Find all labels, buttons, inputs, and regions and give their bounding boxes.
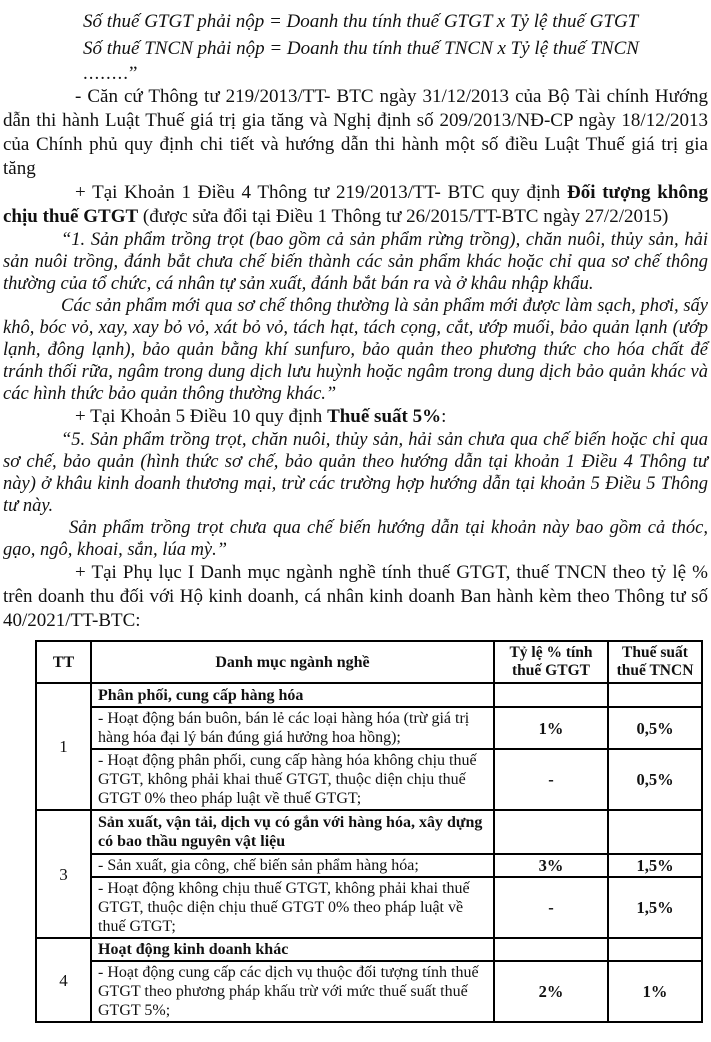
row-gtgt-rate: 3% [494,854,608,877]
row-tncn-rate: 0,5% [608,707,702,749]
group3-tt: 3 [36,810,91,938]
row-label: - Hoạt động cung cấp các dịch vụ thuộc đối tượng tính thuế GTGT theo phương pháp khấu trừ với mức thuế suất thuế GTGT 5%; [91,961,494,1022]
khoan1-suffix: (được sửa đổi tại Điều 1 Thông tư 26/2015/TT-BTC ngày 27/2/2015) [138,206,669,227]
paragraph-khoan-5-dieu-10 [3,405,708,429]
row-gtgt-rate: - [494,749,608,810]
row-label: - Sản xuất, gia công, chế biến sản phẩm hàng hóa; [91,854,494,877]
tax-rate-table [35,640,703,1023]
header-thue-suat-tncn: Thuế suất thuế TNCN [608,641,702,683]
table-row [36,854,702,877]
table-row [36,810,702,854]
khoan5-suffix: : [441,406,447,427]
quote-thue-suat-5: “5. Sản phẩm trồng trọt, chăn nuôi, thủy sản, hải sản chưa qua chế biến hoặc chỉ qua sơ chế, bảo quản (hình thức sơ chế, bảo quản theo hướng dẫn tại khoản 1 Điều 4 Thông tư này) ở khâu kinh doanh thương mại, trừ các trường hợp hướng dẫn tại khoản 5 Điều 5 Thông tư này. [3,430,708,516]
row-tncn-rate: 0,5% [608,749,702,810]
quote-so-che-thong-thuong: Các sản phẩm mới qua sơ chế thông thường là sản phẩm mới được làm sạch, phơi, sấy khô, bóc vỏ, xay, xay bỏ vỏ, xát bỏ vỏ, tách hạt, tách cọng, cắt, ướp muối, bảo quản lạnh (ướp lạnh, đông lạnh), bảo quản bằng khí sunfuro, bảo quản theo phương thức cho hóa chất để tránh thối rữa, ngâm trong dung dịch lưu huỳnh hoặc ngâm trong dung dịch bảo quản khác và các hình thức bảo quản thông thường khác.” [3,296,708,404]
row-label: - Hoạt động không chịu thuế GTGT, không phải khai thuế GTGT, thuộc diện chịu thuế GTGT 0% theo pháp luật về thuế GTGT; [91,877,494,938]
table-row [36,961,702,1022]
row-gtgt-rate: 1% [494,707,608,749]
group4-category-tncn [608,938,702,961]
paragraph-can-cu: - Căn cứ Thông tư 219/2013/TT- BTC ngày 31/12/2013 của Bộ Tài chính Hướng dẫn thi hành Luật Thuế giá trị gia tăng và Nghị định số 209/2013/NĐ-CP ngày 18/12/2013 của Chính phủ quy định chi tiết và hướng dẫn thi hành một số điều Luật Thuế giá trị gia tăng [3,86,708,179]
group3-category-gtgt [494,810,608,854]
quote-san-pham-trong-trot: “1. Sản phẩm trồng trọt (bao gồm cả sản phẩm rừng trồng), chăn nuôi, thủy sản, hải sản nuôi trồng, đánh bắt chưa chế biến thành các sản phẩm khác hoặc chỉ qua sơ chế thông thường của tổ chức, cá nhân tự sản xuất, đánh bắt bán ra và ở khâu nhập khẩu. [3,230,708,294]
khoan5-bold-subject: Thuế suất 5% [327,406,442,427]
formula-gtgt: Số thuế GTGT phải nộp = Doanh thu tính thuế GTGT x Tỷ lệ thuế GTGT [83,11,639,32]
row-tncn-rate: 1,5% [608,877,702,938]
group4-category-label: Hoạt động kinh doanh khác [91,938,494,961]
group4-tt: 4 [36,938,91,1022]
quote-thoc-gao-ngo: Sản phẩm trồng trọt chưa qua chế biến hướng dẫn tại khoản này bao gồm cả thóc, gạo, ngô, khoai, sắn, lúa mỳ.” [3,518,708,560]
group1-category-label: Phân phối, cung cấp hàng hóa [91,683,494,707]
row-tncn-rate: 1% [608,961,702,1022]
row-label: - Hoạt động phân phối, cung cấp hàng hóa không chịu thuế GTGT, không phải khai thuế GTGT, thuộc diện chịu thuế GTGT 0% theo pháp luật về thuế GTGT; [91,749,494,810]
table-row [36,877,702,938]
group1-tt: 1 [36,683,91,810]
group3-category-tncn [608,810,702,854]
formula-tncn: Số thuế TNCN phải nộp = Doanh thu tính thuế TNCN x Tỷ lệ thuế TNCN [83,38,639,59]
row-label: - Hoạt động bán buôn, bán lẻ các loại hàng hóa (trừ giá trị hàng hóa đại lý bán đúng giá hưởng hoa hồng); [91,707,494,749]
header-nganh-nghe: Danh mục ngành nghề [91,641,494,683]
khoan1-bold-subject: Đối tượng không chịu thuế GTGT [3,182,708,227]
group4-category-gtgt [494,938,608,961]
table-row [36,707,702,749]
table-header-row [36,641,702,683]
table-row [36,683,702,707]
khoan5-prefix: + Tại Khoản 5 Điều 10 quy định [75,406,328,427]
header-tt: TT [36,641,91,683]
ellipsis-line: ........” [83,63,139,84]
group3-category-label: Sản xuất, vận tải, dịch vụ có gắn với hàng hóa, xây dựng có bao thầu nguyên vật liệu [91,810,494,854]
row-gtgt-rate: - [494,877,608,938]
group1-category-tncn [608,683,702,707]
table-row [36,749,702,810]
header-ty-le-gtgt: Tỷ lệ % tính thuế GTGT [494,641,608,683]
group1-category-gtgt [494,683,608,707]
khoan1-prefix: + Tại Khoản 1 Điều 4 Thông tư 219/2013/TT- BTC quy định [75,182,567,203]
table-row [36,938,702,961]
paragraph-phu-luc-1: + Tại Phụ lục I Danh mục ngành nghề tính thuế GTGT, thuế TNCN theo tỷ lệ % trên doanh thu đối với Hộ kinh doanh, cá nhân kinh doanh Ban hành kèm theo Thông tư số 40/2021/TT-BTC: [3,562,708,631]
paragraph-khoan-1-dieu-4 [3,181,708,229]
row-gtgt-rate: 2% [494,961,608,1022]
row-tncn-rate: 1,5% [608,854,702,877]
